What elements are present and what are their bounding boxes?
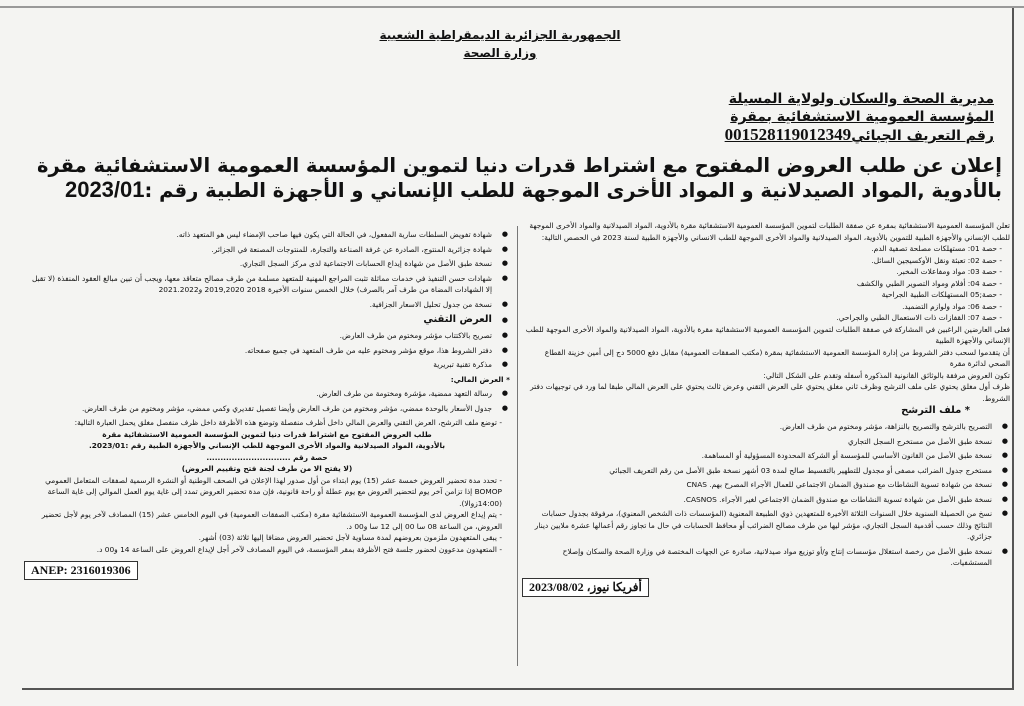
tender-reference: 2023/01 — [64, 177, 145, 202]
intro-paragraph: تعلن المؤسسة العمومية الاستشفائية بمقرة عن صفقة الطلبات لتموين المؤسسة العمومية الاستشفائية مقرة بالأدوية، المواد الصيدلانية والمواد الأخرى الموجهة للطب الإنساني والأجهزة الطبية للتموين بالأدوية، المواد الصيدلانية والمواد الأخرى الموجهة للطب الانساني والأجهزة الطبية لسنة 2023 في الحصص التالية: — [529, 221, 1010, 242]
lot-item: - حصة 06: مواد ولوازم التضميد. — [522, 301, 1002, 313]
ministry-heading: وزارة الصحة — [463, 46, 537, 60]
tax-id-line — [725, 126, 994, 145]
term-item: - المتعهدون مدعوون لحضور جلسة فتح الأظرفة بمقر المؤسسة، في اليوم المصادف لآخر أجل لإيداع العروض على الساعة 14 و00 د. — [24, 544, 502, 556]
lot-item: - حصة 03: مواد ومفاعلات المخبر. — [522, 266, 1002, 278]
envelope-line-2: بالأدوية، المواد الصيدلانية والمواد الأخرى الموجهة للطب الإنساني والأجهزة الطبية رقم :2023/01. — [88, 441, 446, 450]
lot-item: - حصة 01: مستهلكات مصلحة تصفية الدم. — [522, 243, 1002, 255]
newspaper-date: أفريكا نيوز، 2023/08/02 — [522, 578, 649, 597]
title-line-1: إعلان عن طلب العروض المفتوح مع اشتراط قدرات دنيا لتموين المؤسسة العمومية الاستشفائية مقرة — [37, 154, 1002, 177]
republic-heading: الجمهورية الجزائرية الديمقراطية الشعبية — [379, 28, 621, 42]
directorate: مديرية الصحة والسكان ولولاية المسيلة — [728, 91, 994, 107]
term-item: - يبقى المتعهدون ملزمون بعروضهم لمدة مساوية لأجل تحضير العروض مضافا إليها ثلاثة (03) أشهر. — [24, 532, 502, 544]
list-item: ● التصريح بالترشح والتصريح بالنزاهة، مؤشر ومختوم من طرف العارض. — [522, 421, 992, 433]
paragraph: ظرف أول مغلق يحتوي على ملف الترشح وظرف ثاني مغلق يحتوي على العرض التقني وعرض ثالث يحتوي على العرض المالي طبقا لما ورد في توجيهات دفتر الشروط. — [530, 382, 1010, 403]
paragraph: أن يتقدموا لسحب دفتر الشروط من إدارة المؤسسة العمومية الاستشفائية بمقرة (مكتب الصفقات العمومية) مقابل دفع 5000 دج إلى أمين خزينة القطاع الصحي لدائرة مقرة — [544, 347, 1010, 368]
announcement-title — [20, 154, 1002, 203]
lot-item: - حصة;05 المستهلكات الطبية الجراحية — [522, 289, 1002, 301]
lots-list — [522, 243, 1010, 324]
technical-offer-heading: ● العرض التقني — [24, 313, 492, 327]
list-item: ● تصريح بالاكتتاب مؤشر ومختوم من طرف العارض. — [24, 330, 492, 342]
envelope-note: - توضع ملف الترشح، العرض التقني والعرض المالي داخل أظرف منفصلة وتوضع هذه الأظرفة داخل ظرف منفصل مغلق يحمل العبارة التالية: — [24, 417, 502, 429]
term-item: - تحدد مدة تحضير العروض خمسة عشر (15) يوم ابتداء من أول صدور لهذا الإعلان في الصحف الوطنية أو النشرة الرسمية لصفقات المتعامل العمومي BOMOP إذا تزامن آخر يوم لتحضير العروض مع يوم عطلة أو راحة قانونية، فإن مدة تحضير العروض تمدد إلى غاية يوم العمل الموالي إلى غاية الساعة (14:00زوالا). — [24, 475, 502, 510]
list-item: ● نسخة طبق الأصل من رخصة استغلال مؤسسات إنتاج و/أو توزيع مواد صيدلانية، صادرة عن الجهات المختصة في وزارة الصحة والسكان وإصلاح المستشفيات. — [522, 546, 992, 569]
list-item: ● دفتر الشروط هذا، موقع مؤشر ومختوم عليه من طرف المتعهد في جميع صفحاته. — [24, 345, 492, 357]
financial-list — [24, 388, 510, 414]
paragraph: تكون العروض مرفقة بالوثائق القانونية المذكورة أسفله وتقدم على الشكل التالي: — [763, 370, 1010, 380]
candidacy-file-heading: * ملف الترشح — [901, 405, 970, 416]
lot-item: - حصة 07: القفازات ذات الاستعمال الطبي والجراحي. — [522, 312, 1002, 324]
list-item: ● نسخة طبق الأصل من شهادة تسوية النشاطات مع صندوق الضمان الاجتماعي لغير الأجراء. CASNOS. — [522, 494, 992, 506]
list-item: ● نسخة من جدول تحليل الاسعار الجزافية. — [24, 299, 492, 311]
newspaper-stamp-row — [522, 572, 1010, 597]
envelope-warning: (لا يفتح الا من طرف لجنة فتح وتقييم العروض) — [181, 464, 353, 473]
tax-id: 001528119012349 — [724, 125, 852, 144]
list-item: ● شهادة جزائرية المنتوج، الصادرة عن غرفة الصناعة والتجارة، للمنتوجات المصنعة في الجزائر. — [24, 244, 492, 256]
title-line-2-text: بالأدوية ,المواد الصيدلانية و المواد الأخرى الموجهة للطب الإنساني و الأجهزة الطبية رقم : — [144, 179, 1002, 202]
paragraph: فعلى العارضين الراغبين في المشاركة في صفقة الطلبات لتموين المؤسسة العمومية الاستشفائية مقرة بالأدوية، المواد الصيدلانية والمواد الأخرى الموجهة للطب الإنساني والأجهزة الطبية — [525, 324, 1010, 345]
envelope-lot: حصة رقم .............................. — [206, 452, 328, 462]
terms-list — [24, 475, 510, 556]
financial-offer-heading: * العرض المالي: — [450, 374, 510, 384]
issuer-block — [725, 90, 994, 145]
title-line-2 — [20, 178, 1002, 203]
envelope-line-1: طلب العروض المفتوح مع اشتراط قدرات دنيا لتموين المؤسسة العمومية الاستشفائية مقرة — [102, 429, 432, 439]
list-item: ● رسالة التعهد ممضية، مؤشرة ومختومة من طرف العارض. — [24, 388, 492, 400]
list-item: ● نسخة طبق الأصل من شهادة إيداع الحسابات الاجتماعية لدى مركز السجل التجاري. — [24, 258, 492, 270]
list-item: ● نسخة من شهادة تسوية النشاطات مع صندوق الضمان الاجتماعي للعمال الأجراء المصرح بهم. CNAS — [522, 479, 992, 491]
list-item: ● نسخة طبق الأصل من مستخرج السجل التجاري — [522, 436, 992, 448]
list-item: ● جدول الأسعار بالوحدة ممضي، مؤشر ومختوم من طرف العارض وأيضا تفصيل تقديري وكمي ممضي، مؤشر ومختوم من طرف العارض. — [24, 403, 492, 415]
anep-stamp-row — [24, 555, 510, 580]
left-column — [24, 226, 510, 580]
tax-id-label: رقم التعريف الجبائي — [851, 128, 994, 144]
right-column — [522, 220, 1010, 597]
list-item: ● مستخرج جدول الضرائب مصفى أو مجدول للتطهير بالتقسيط صالح لمدة 03 أشهر نسخة طبق الأصل من رقم التعريف الجبائي — [522, 465, 992, 477]
list-item: ● نسخ من الحصيلة السنوية خلال السنوات الثلاثة الأخيرة للمتعهدين ذوي الطبيعة المعنوية (المؤسسات ذات الشخص المعنوي)، مرفوقة بجدول حسابات النتائج وذلك حسب أقدمية السجل التجاري، مؤشر ليها من طرف مصالح الضرائب أو محافظ الحسابات في حال ما تجاوز رقم أعمالها عشرة ملايين دينار جزائري. — [522, 508, 992, 543]
candidacy-file-list — [522, 421, 1010, 569]
column-divider — [517, 226, 518, 666]
lot-item: - حصة 02: تعبئة ونقل الأوكسيجين السائل. — [522, 255, 1002, 267]
documents-list — [24, 229, 510, 371]
list-item: ● شهادات حسن التنفيذ في خدمات مماثلة تثبت المراجع المهنية للمتعهد مسلمة من طرف مصالح متعاقد معها، ويجب أن تبين مبالغ العقود المنفذة (لا تقبل إلا الشهادات المضاة من طرف آمر بالصرف) خلال الخمس سنوات الأخيرة 2018 2019,2020 و2021.2022 — [24, 273, 492, 296]
lot-item: - حصة 04: أفلام ومواد التصوير الطبي والكشف — [522, 278, 1002, 290]
list-item: ● نسخة طبق الأصل من القانون الأساسي للمؤسسة أو الشركة المحدودة المسؤولية أو المساهمة. — [522, 450, 992, 462]
list-item: ● شهادة تفويض السلطات سارية المفعول، في الحالة التي يكون فيها صاحب الإمضاء ليس هو المتعهد ذاته. — [24, 229, 492, 241]
anep-number: ANEP: 2316019306 — [24, 561, 138, 580]
institution: المؤسسة العمومية الاستشفائية بمقرة — [730, 109, 994, 125]
term-item: - يتم إيداع العروض لدى المؤسسة العمومية الاستشفائية مقرة (مكتب الصفقات العمومية) في اليوم الخامس عشر (15) المصادف لآخر يوم لأجل تحضير العروض، من الساعة 08 سا 00 إلى 12 سا و00 د. — [24, 509, 502, 532]
list-item: ● مذكرة تقنية تبريرية — [24, 359, 492, 371]
envelope-instructions — [24, 417, 510, 429]
